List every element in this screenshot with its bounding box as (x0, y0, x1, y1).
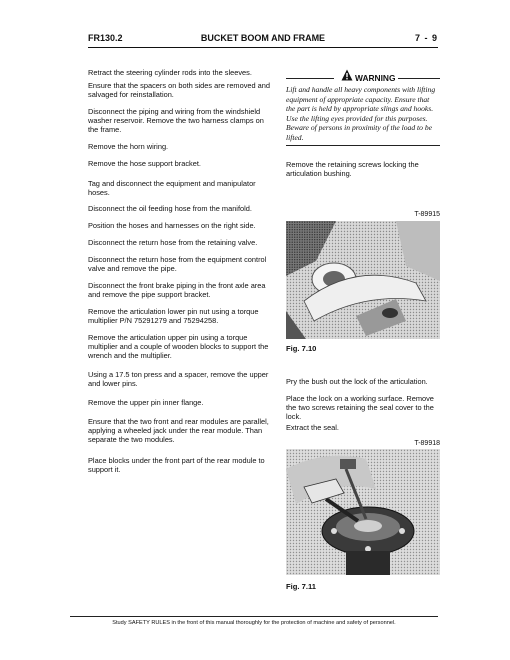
instruction-paragraph: Ensure that the spacers on both sides are removed and salvaged for reinstallation. (88, 81, 271, 99)
figure-ref-code: T-89915 (414, 211, 440, 218)
warning-title: WARNING (355, 73, 396, 83)
page-header (88, 33, 438, 48)
instruction-paragraph: Disconnect the oil feeding hose from the manifold. (88, 204, 252, 213)
page-number: 7 - 9 (414, 33, 438, 43)
manual-code: FR130.2 (88, 33, 123, 43)
warning-rule-left (286, 78, 334, 79)
warning-heading (286, 68, 440, 84)
page-footer: Study SAFETY RULES in the front of this manual thoroughly for the protection of machine and safety of personnel. (70, 616, 438, 626)
instruction-paragraph: Disconnect the return hose from the retaining valve. (88, 238, 258, 247)
section-title: BUCKET BOOM AND FRAME (200, 33, 326, 43)
right-column (286, 68, 440, 591)
warning-rule-right (398, 78, 440, 79)
instruction-paragraph: Remove the articulation lower pin nut using a torque multiplier P/N 75291279 and 75294258. (88, 307, 259, 325)
instruction-paragraph: Ensure that the two front and rear modules are parallel, applying a wheeled jack under the rear module. Than separate the two modules. (88, 417, 269, 444)
instruction-paragraph: Remove the upper pin inner flange. (88, 398, 204, 407)
left-column (88, 68, 272, 474)
instruction-paragraph: Disconnect the front brake piping in the front axle area and remove the pipe support bracket. (88, 281, 266, 299)
instruction-paragraph: Place the lock on a working surface. Remove the two screws retaining the seal cover to the lock. (286, 394, 434, 421)
figure-ref-code: T-89918 (414, 440, 440, 447)
instruction-paragraph: Extract the seal. (286, 423, 339, 432)
instruction-paragraph: Remove the horn wiring. (88, 142, 169, 151)
warning-rule-bottom (286, 145, 440, 146)
figure-caption: Fig. 7.10 (286, 344, 317, 353)
figure-photo-articulation (286, 221, 440, 339)
instruction-paragraph: Disconnect the return hose from the equipment control valve and remove the pipe. (88, 255, 267, 273)
figure-photo-seal-extraction (286, 449, 440, 575)
instruction-paragraph: Position the hoses and harnesses on the right side. (88, 221, 256, 230)
instruction-paragraph: Remove the articulation upper pin using a torque multiplier and a couple of wooden blocks to support the wrench and the multiplier. (88, 333, 269, 360)
instruction-paragraph: Pry the bush out the lock of the articulation. (286, 377, 428, 386)
instruction-paragraph: Place blocks under the front part of the rear module to support it. (88, 456, 265, 474)
instruction-paragraph: Remove the retaining screws locking the articulation bushing. (286, 160, 419, 178)
figure-caption: Fig. 7.11 (286, 582, 316, 591)
instruction-paragraph: Tag and disconnect the equipment and manipulator hoses. (88, 179, 256, 197)
instruction-paragraph: Using a 17.5 ton press and a spacer, remove the upper and lower pins. (88, 370, 269, 388)
instruction-paragraph: Retract the steering cylinder rods into the sleeves. (88, 68, 252, 77)
instruction-paragraph: Disconnect the piping and wiring from the windshield washer reservoir. Remove the two harness clamps on the frame. (88, 107, 264, 134)
warning-text: Lift and handle all heavy components with lifting equipment of appropriate capacity. Ensure that the part is held by appropriate slings and hooks. Use the lifting eyes provided for this purposes. Beware of persons in proximity of the load to be lifted. (286, 85, 436, 142)
instruction-paragraph: Remove the hose support bracket. (88, 159, 201, 168)
warning-triangle-icon (341, 69, 353, 81)
